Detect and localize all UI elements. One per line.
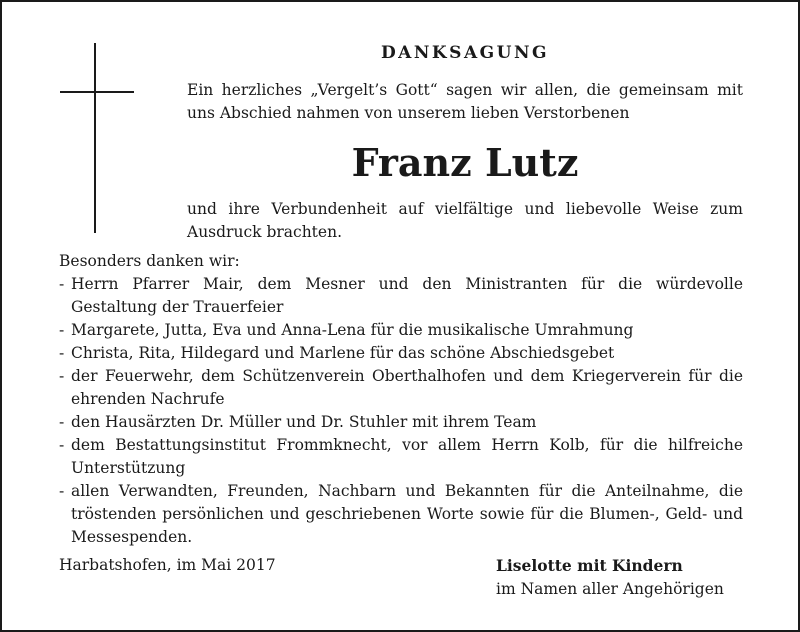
thanks-list xyxy=(59,273,743,549)
signature-name: Liselotte mit Kindern xyxy=(496,556,683,575)
place-date: Harbatshofen, im Mai 2017 xyxy=(59,556,276,574)
intro-text: Ein herzliches „Vergelt’s Gott“ sagen wir allen, die gemeinsam mit uns Abschied nahmen von unserem lieben Verstorbenen xyxy=(187,81,743,122)
thanks-item: - dem Bestattungsinstitut Frommknecht, vor allem Herrn Kolb, für die hilfreiche Unterstützung xyxy=(59,434,743,480)
signature-subtitle: im Namen aller Angehörigen xyxy=(496,580,724,598)
thanks-item: - der Feuerwehr, dem Schützenverein Oberthalhofen und dem Kriegerverein für die ehrenden Nachrufe xyxy=(59,365,743,411)
thanks-item: - Herrn Pfarrer Mair, dem Mesner und den Ministranten für die würdevolle Gestaltung der Trauerfeier xyxy=(59,273,743,319)
thanks-item: - Margarete, Jutta, Eva und Anna-Lena für die musikalische Umrahmung xyxy=(59,319,743,342)
deceased-name: Franz Lutz xyxy=(351,140,579,185)
thanks-item: - den Hausärzten Dr. Müller und Dr. Stuhler mit ihrem Team xyxy=(59,411,743,434)
cross-icon xyxy=(94,43,96,233)
notice-heading: DANKSAGUNG xyxy=(380,43,550,63)
cross-icon-bar xyxy=(60,91,134,93)
thanks-item: - Christa, Rita, Hildegard und Marlene für das schöne Abschiedsgebet xyxy=(59,342,743,365)
thanks-title: Besonders danken wir: xyxy=(59,252,240,270)
thanks-item: - allen Verwandten, Freunden, Nachbarn und Bekannten für die Anteilnahme, die tröstenden persönlichen und geschriebenen Worte sowie für die Blumen-, Geld- und Messespenden. xyxy=(59,480,743,549)
after-text: und ihre Verbundenheit auf vielfältige und liebevolle Weise zum Ausdruck brachten. xyxy=(187,200,743,241)
